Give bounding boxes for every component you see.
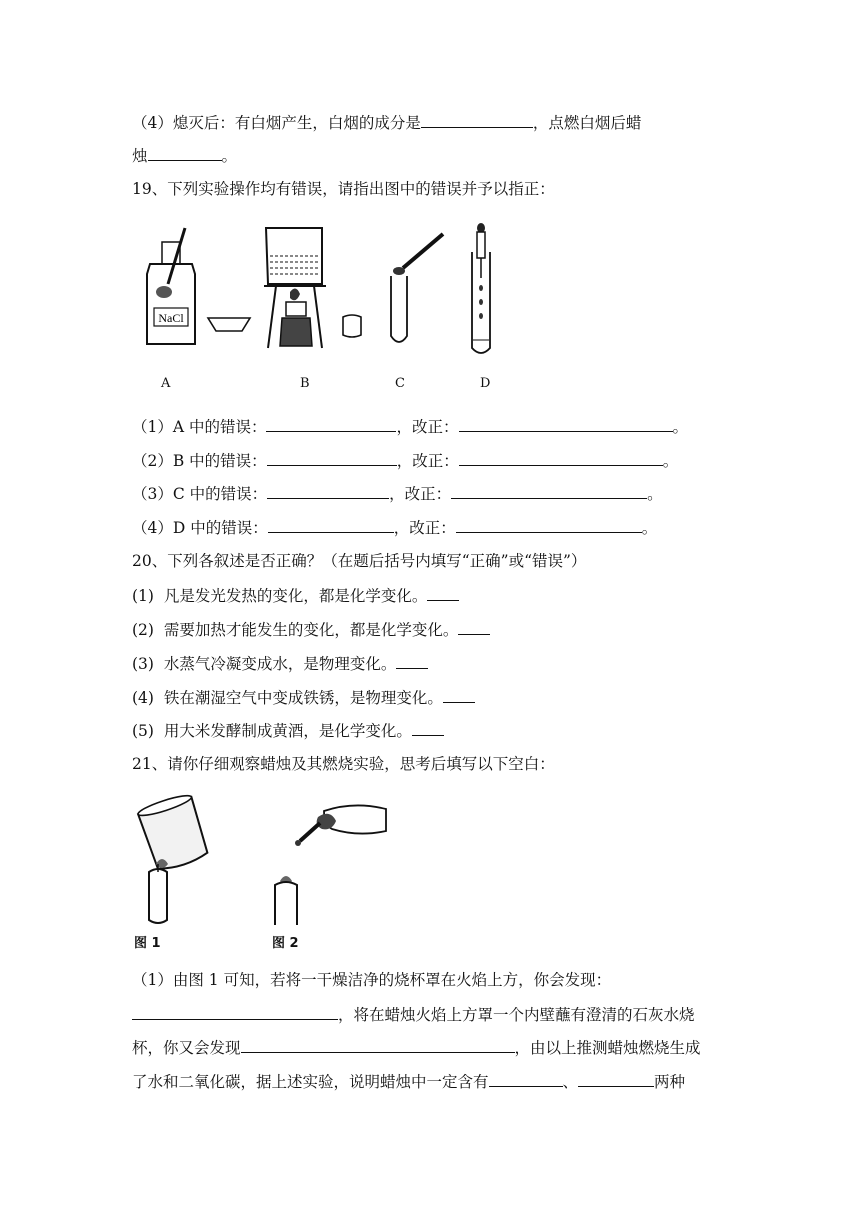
answer-blank[interactable] xyxy=(421,111,533,128)
correction-blank[interactable] xyxy=(451,482,647,499)
answer-blank[interactable] xyxy=(412,719,444,736)
q20-item-3: (3) 水蒸气冷凝变成水，是物理变化。 xyxy=(132,652,428,675)
wet-cloth-icon xyxy=(340,313,364,339)
figure-label-a: A xyxy=(161,376,171,391)
figure-2-caption: 图 2 xyxy=(272,936,299,951)
answer-blank[interactable] xyxy=(148,144,222,161)
figure-1-beaker-over-candle xyxy=(132,792,252,947)
q21-part1-line3: 杯，你又会发现 ，由以上推测蜡烛燃烧生成 xyxy=(132,1036,701,1059)
answer-blank[interactable] xyxy=(427,584,459,601)
correction-blank[interactable] xyxy=(459,449,663,466)
q21-part1-line2: ，将在蜡烛火焰上方罩一个内壁蘸有澄清的石灰水烧 xyxy=(132,1003,695,1026)
q20-item-4: (4) 铁在潮湿空气中变成铁锈，是物理变化。 xyxy=(132,686,475,709)
correction-blank[interactable] xyxy=(456,516,642,533)
q21-part1-line1: （1）由图 1 可知，若将一干燥洁净的烧杯罩在火焰上方，你会发现： xyxy=(132,971,612,989)
answer-blank[interactable] xyxy=(578,1070,654,1087)
nacl-label: NaCl xyxy=(158,311,184,325)
q19-item-2: （2）B 中的错误： ，改正： 。 xyxy=(132,449,678,472)
answer-blank[interactable] xyxy=(396,652,428,669)
q20-title: 20、下列各叙述是否正确？（在题后括号内填写“正确”或“错误”） xyxy=(132,552,587,570)
answer-blank[interactable] xyxy=(241,1036,515,1053)
evaporating-dish-icon xyxy=(206,314,252,334)
q18-part4-line2: 烛 。 xyxy=(132,144,237,167)
q20-item-2: (2) 需要加热才能发生的变化，都是化学变化。 xyxy=(132,618,490,641)
figure-2-lighting-white-smoke xyxy=(262,797,394,925)
figure-1-caption: 图 1 xyxy=(134,936,161,951)
figure-label-d: D xyxy=(480,376,491,391)
correction-blank[interactable] xyxy=(459,415,673,432)
figure-d-dropper-tube xyxy=(466,222,498,358)
answer-blank[interactable] xyxy=(443,686,475,703)
figure-b-beaker-heating xyxy=(262,222,330,352)
q20-item-1: (1) 凡是发光发热的变化，都是化学变化。 xyxy=(132,584,459,607)
answer-blank[interactable] xyxy=(489,1070,563,1087)
q18-part4-line1: （4）熄灭后：有白烟产生，白烟的成分是 ，点燃白烟后蜡 xyxy=(132,111,641,134)
figure-c-test-tube xyxy=(385,228,447,352)
q19-item-4: （4）D 中的错误： ，改正： 。 xyxy=(132,516,657,539)
error-blank[interactable] xyxy=(267,482,389,499)
figure-label-b: B xyxy=(300,376,310,391)
q21-part1-line4: 了水和二氧化碳，据上述实验，说明蜡烛中一定含有 、 两种 xyxy=(132,1070,685,1093)
error-blank[interactable] xyxy=(266,415,396,432)
answer-blank[interactable] xyxy=(458,618,490,635)
answer-blank[interactable] xyxy=(132,1003,338,1020)
figure-label-c: C xyxy=(395,376,405,391)
q21-title: 21、请你仔细观察蜡烛及其燃烧实验，思考后填写以下空白： xyxy=(132,755,555,773)
q19-item-3: （3）C 中的错误： ，改正： 。 xyxy=(132,482,663,505)
q20-item-5: (5) 用大米发酵制成黄酒，是化学变化。 xyxy=(132,719,444,742)
error-blank[interactable] xyxy=(267,449,397,466)
q19-item-1: （1）A 中的错误： ，改正： 。 xyxy=(132,415,688,438)
q19-title: 19、下列实验操作均有错误，请指出图中的错误并予以指正： xyxy=(132,180,555,198)
error-blank[interactable] xyxy=(268,516,394,533)
